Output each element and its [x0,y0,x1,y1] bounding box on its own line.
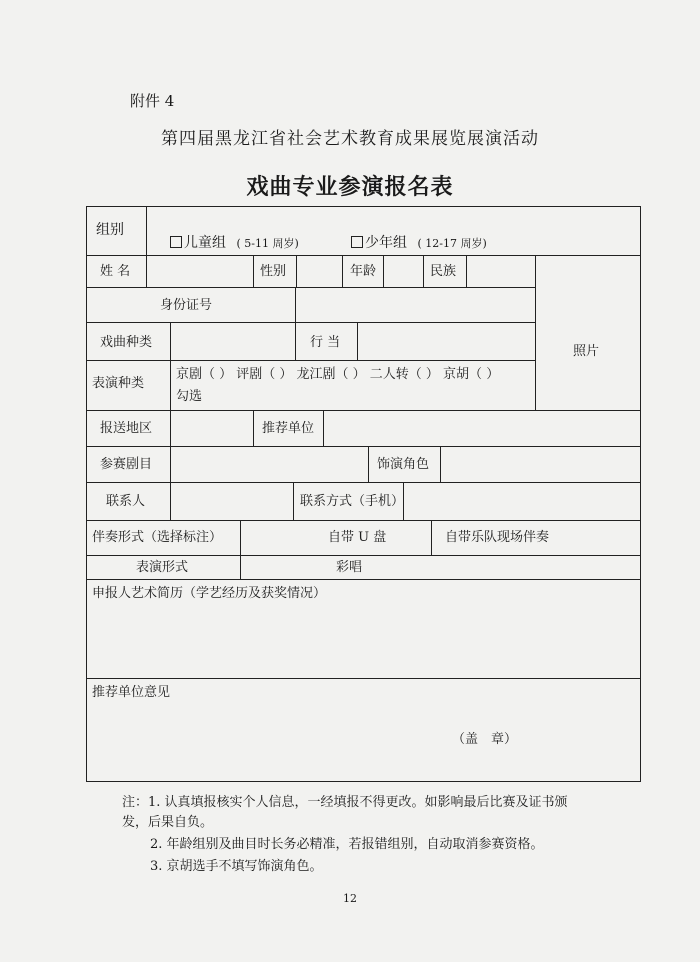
accompaniment-usb-option[interactable]: 自带 U 盘 [328,530,387,545]
accompaniment-label: 伴奏形式（选择标注） [92,530,223,545]
attachment-label: 附件 4 [130,92,175,110]
note-1-continued: 发，后果自负。 [122,815,214,830]
page-number: 12 [343,892,357,905]
name-label: 姓 名 [100,264,131,279]
recommend-unit-label: 推荐单位 [262,421,315,436]
note-1: 注：1. 认真填报核实个人信息，一经填报不得更改。如影响最后比赛及证书颁 [122,795,568,810]
opera-type-label: 戏曲种类 [100,335,153,350]
group-youth-option[interactable]: 少年组 ( 12-17 周岁) [351,236,487,250]
age-label: 年龄 [350,264,377,279]
ethnicity-label: 民族 [430,264,457,279]
repertoire-label: 参赛剧目 [100,457,153,472]
note-2: 2. 年龄组别及曲目时长务必精准，若报错组别，自动取消参赛资格。 [150,837,544,852]
checkbox-icon[interactable] [351,236,363,248]
checkbox-icon[interactable] [170,236,182,248]
photo-label: 照片 [573,344,600,359]
contact-method-label: 联系方式（手机） [300,494,405,509]
id-number-label: 身份证号 [160,298,213,313]
bleed-through-text [548,260,559,276]
accompaniment-band-option[interactable]: 自带乐队现场伴奏 [445,530,550,545]
form-title: 戏曲专业参演报名表 [246,174,454,200]
performance-form-value: 彩唱 [336,560,363,575]
performance-form-label: 表演形式 [136,560,189,575]
seal-label: （盖 章） [452,732,518,747]
resume-label: 申报人艺术简历（学艺经历及获奖情况） [92,586,327,601]
contact-person-label: 联系人 [106,494,146,509]
group-label: 组别 [96,222,124,238]
note-3: 3. 京胡选手不填写饰演角色。 [150,859,323,874]
gender-label: 性别 [260,264,287,279]
character-label: 饰演角色 [377,457,430,472]
perform-options: 京剧（ ） 评剧（ ） 龙江剧（ ） 二人转（ ） 京胡（ ） [176,367,500,382]
event-subtitle: 第四届黑龙江省社会艺术教育成果展览展演活动 [161,129,539,149]
perform-type-label: 表演种类 [92,376,145,391]
opinion-label: 推荐单位意见 [92,685,171,700]
group-children-option[interactable]: 儿童组 ( 5-11 周岁) [170,236,299,250]
role-type-label: 行 当 [310,335,341,350]
perform-check-label: 勾选 [176,389,203,404]
region-label: 报送地区 [100,421,153,436]
